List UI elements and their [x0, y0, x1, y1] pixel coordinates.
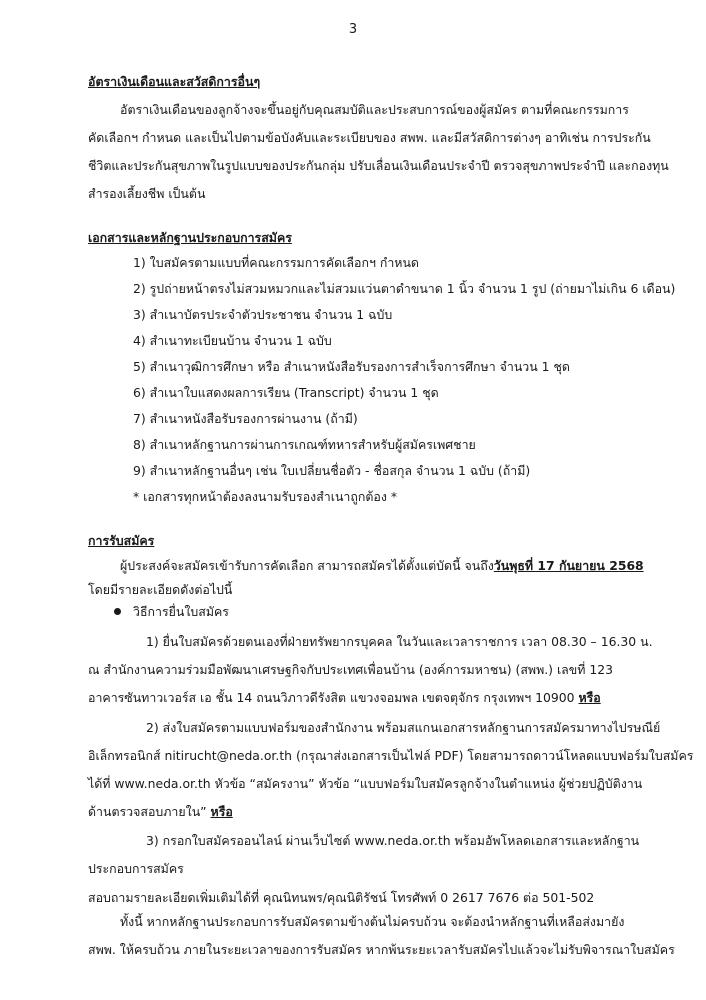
deadline-date: วันพุธที่ 17 กันยายน 2568 [493, 558, 644, 573]
salary-line: ชีวิตและประกันสุขภาพในรูปแบบของประกันกลุ่ม ปรับเลื่อนเงินเดือนประจำปี ตรวจสุขภาพประจำปี และกองทุน [88, 158, 669, 173]
document-item: 4) สำเนาทะเบียนบ้าน จำนวน 1 ฉบับ [133, 333, 332, 348]
document-item: 2) รูปถ่ายหน้าตรงไม่สวมหมวกและไม่สวมแว่นตาดำขนาด 1 นิ้ว จำนวน 1 รูป (ถ่ายมาไม่เกิน 6 เดือน) [133, 281, 676, 296]
closing-line: สพพ. ให้ครบถ้วน ภายในระยะเวลาของการรับสมัคร หากพ้นระยะเวลารับสมัครไปแล้วจะไม่รับพิจารณาใบสมัคร [88, 942, 675, 957]
application-intro [120, 556, 644, 576]
document-item: 1) ใบสมัครตามแบบที่คณะกรรมการคัดเลือกฯ กำหนด [133, 255, 419, 270]
method-1-line: 1) ยื่นใบสมัครด้วยตนเองที่ฝ่ายทรัพยากรบุคคล ในวันและเวลาราชการ เวลา 08.30 – 16.30 น. [146, 634, 653, 649]
method-2-line: 2) ส่งใบสมัครตามแบบฟอร์มของสำนักงาน พร้อมสแกนเอกสารหลักฐานการสมัครมาทางไปรษณีย์ [146, 720, 661, 735]
salary-line: สำรองเลี้ยงชีพ เป็นต้น [88, 186, 206, 201]
document-item: 9) สำเนาหลักฐานอื่นๆ เช่น ใบเปลี่ยนชื่อตัว - ชื่อสกุล จำนวน 1 ฉบับ (ถ้ามี) [133, 463, 531, 478]
method-2-line [88, 802, 233, 822]
document-item: 6) สำเนาใบแสดงผลการเรียน (Transcript) จำนวน 1 ชุด [133, 385, 439, 400]
application-intro-text: ผู้ประสงค์จะสมัครเข้ารับการคัดเลือก สามารถสมัครได้ตั้งแต่บัดนี้ จนถึง [120, 558, 494, 573]
closing-line: ทั้งนี้ หากหลักฐานประกอบการรับสมัครตามข้างต้นไม่ครบถ้วน จะต้องนำหลักฐานที่เหลือส่งมายัง [120, 914, 625, 929]
method-1-address: อาคารซันทาวเวอร์ส เอ ชั้น 14 ถนนวิภาวดีรังสิต แขวงจอมพล เขตจตุจักร กรุงเทพฯ 10900 [88, 690, 579, 705]
page-number: 3 [348, 22, 358, 37]
method-1-line [88, 688, 601, 708]
method-2-text: ด้านตรวจสอบภายใน” [88, 804, 211, 819]
document-item: 5) สำเนาวุฒิการศึกษา หรือ สำเนาหนังสือรับรองการสำเร็จการศึกษา จำนวน 1 ชุด [133, 359, 570, 374]
method-2-line: ได้ที่ www.neda.or.th หัวข้อ “สมัครงาน” หัวข้อ “แบบฟอร์มใบสมัครลูกจ้างในตำแหน่ง ผู้ช่วยปฏิบัติงาน [88, 776, 643, 791]
method-2-line: อิเล็กทรอนิกส์ nitirucht@neda.or.th (กรุณาส่งเอกสารเป็นไฟล์ PDF) โดยสามารถดาวน์โหลดแบบฟอร์มใบสมัคร [88, 748, 694, 763]
document-item: 7) สำเนาหนังสือรับรองการผ่านงาน (ถ้ามี) [133, 411, 358, 426]
or-word: หรือ [578, 690, 601, 705]
documents-note: * เอกสารทุกหน้าต้องลงนามรับรองสำเนาถูกต้อง * [133, 489, 398, 504]
method-3-line: 3) กรอกใบสมัครออนไลน์ ผ่านเว็บไซต์ www.neda.or.th พร้อมอัพโหลดเอกสารและหลักฐาน [146, 833, 640, 848]
salary-line: อัตราเงินเดือนของลูกจ้างจะขึ้นอยู่กับคุณสมบัติและประสบการณ์ของผู้สมัคร ตามที่คณะกรรมการ [120, 102, 629, 117]
or-word: หรือ [210, 804, 233, 819]
application-intro-line2: โดยมีรายละเอียดดังต่อไปนี้ [88, 582, 233, 597]
document-item: 3) สำเนาบัตรประจำตัวประชาชน จำนวน 1 ฉบับ [133, 307, 393, 322]
contact-line: สอบถามรายละเอียดเพิ่มเติมได้ที่ คุณนิทนพร/คุณนิติรัชน์ โทรศัพท์ 0 2617 7676 ต่อ 501-502 [88, 890, 595, 905]
application-heading: การรับสมัคร [88, 533, 155, 548]
document-item: 8) สำเนาหลักฐานการผ่านการเกณฑ์ทหารสำหรับผู้สมัครเพศชาย [133, 437, 476, 452]
method-1-line: ณ สำนักงานความร่วมมือพัฒนาเศรษฐกิจกับประเทศเพื่อนบ้าน (องค์การมหาชน) (สพพ.) เลขที่ 123 [88, 662, 614, 677]
method-title: วิธีการยื่นใบสมัคร [133, 604, 229, 619]
documents-heading: เอกสารและหลักฐานประกอบการสมัคร [88, 230, 292, 245]
salary-heading: อัตราเงินเดือนและสวัสดิการอื่นๆ [88, 74, 261, 89]
salary-line: คัดเลือกฯ กำหนด และเป็นไปตามข้อบังคับและระเบียบของ สพพ. และมีสวัสดิการต่างๆ อาทิเช่น การประกัน [88, 130, 651, 145]
bullet-icon [114, 608, 121, 615]
method-3-line: ประกอบการสมัคร [88, 861, 184, 876]
